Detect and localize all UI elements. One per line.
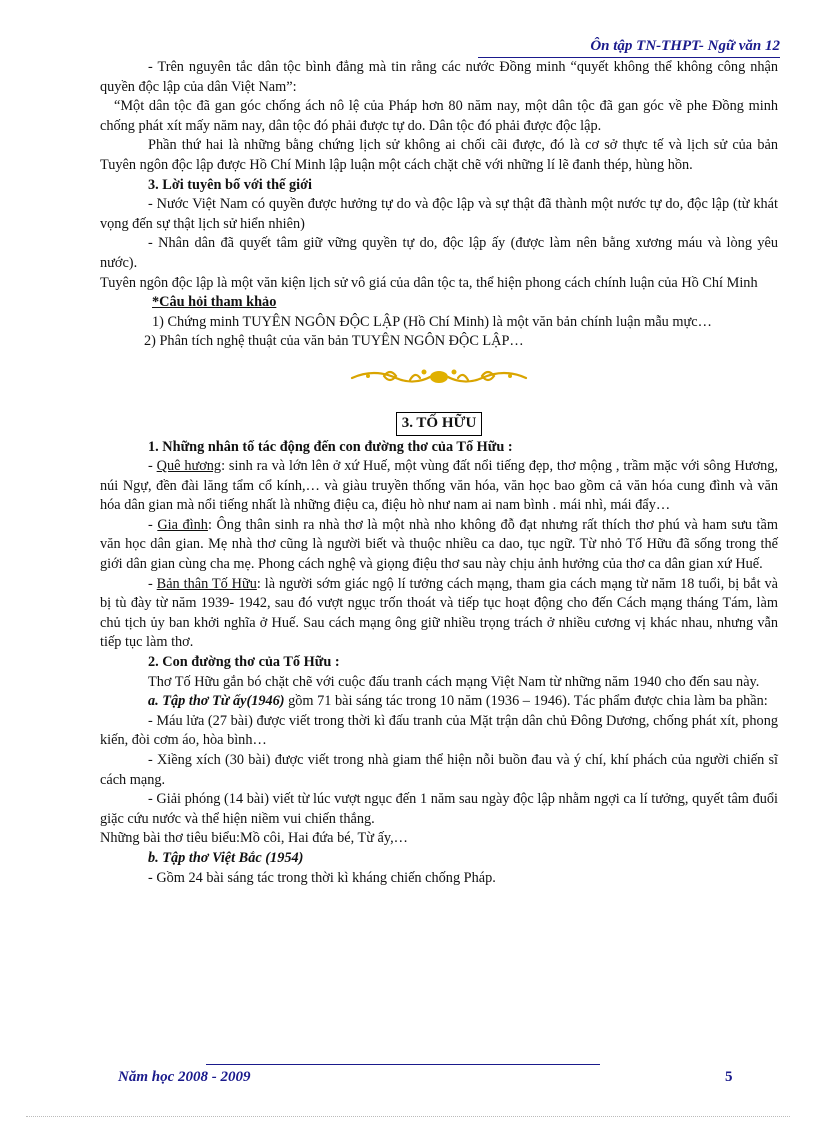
section-title: 3. TỐ HỮU: [396, 412, 483, 436]
collection-title: a. Tập thơ Từ ấy(1946): [148, 693, 285, 710]
term-text: : Ông thân sinh ra nhà thơ là một nhà nho không đỗ đạt nhưng rất thích thơ phú và ham sưu tầm văn học dân gian. Mẹ nhà thơ cũng là người biết và thuộc nhiều ca dao, tục ngữ. Từ nhỏ Tố Hữu đã sống trong thế giới dân gian cùng cha mẹ. Phong cách nghệ và giọng điệu thơ sau này chịu ảnh hưởng của thơ ca dân gian xứ Huế.: [100, 516, 778, 573]
page-header: Ôn tập TN-THPT- Ngữ văn 12: [590, 38, 780, 54]
footer-year: Năm học 2008 - 2009: [118, 1069, 251, 1085]
reference-question: 2) Phân tích nghệ thuật của văn bản TUYÊN NGÔN ĐỘC LẬP…: [144, 333, 524, 350]
paragraph: - Máu lửa (27 bài) được viết trong thời kì đấu tranh của Mặt trận dân chủ Đông Dương, chống phát xít, phong kiến, đòi cơm áo, hòa bình…: [100, 712, 778, 749]
page-content: [100, 58, 778, 888]
collection-title: b. Tập thơ Việt Bắc (1954): [148, 849, 304, 866]
term-text: : là người sớm giác ngộ lí tưởng cách mạng, tham gia cách mạng từ năm 18 tuổi, bị bắt và bị tù đày từ năm 1939- 1942, sau đó vượt ngục trốn thoát và tiếp tục hoạt động cho đến Cách mạng tháng Tám, làm chủ tịch ủy ban khởi nghĩa ở Huế. Sau cách mạng ông giữ nhiều trọng trách ở nhiều cương vị khác nhau, nhưng vẫn tiếp tục làm thơ.: [100, 575, 778, 651]
term-text: : sinh ra và lớn lên ở xứ Huế, một vùng đất nổi tiếng đẹp, thơ mộng , trầm mặc với sông Hương, núi Ngự, đền đài lăng tẩm cổ kính,… và giàu truyền thống văn hóa, văn học bao gồm cả văn hóa cung đình và văn hóa dân gian mà nổi tiếng nhất là những điệu ca, điệu hò như nam ai nam bình . mái nhì, mái đẩy…: [100, 458, 779, 514]
reference-question: 1) Chứng minh TUYÊN NGÔN ĐỘC LẬP (Hồ Chí Minh) là một văn bản chính luận mẫu mực…: [152, 313, 712, 330]
paragraph: - Nhân dân đã quyết tâm giữ vững quyền tự do, độc lập ấy (được làm nên bằng xương máu và lòng yêu nước).: [100, 235, 778, 271]
page-number: 5: [725, 1069, 733, 1085]
collection-text: gồm 71 bài sáng tác trong 10 năm (1936 – 1946). Tác phẩm được chia làm ba phần:: [284, 693, 768, 710]
footer-rule: [206, 1064, 600, 1065]
paragraph: - Gồm 24 bài sáng tác trong thời kì kháng chiến chống Pháp.: [148, 869, 496, 886]
paragraph: - Gia đình: Ông thân sinh ra nhà thơ là một nhà nho không đỗ đạt nhưng rất thích thơ phú và ham sưu tầm văn học dân gian. Mẹ nhà thơ cũng là người biết và thuộc nhiều ca dao, tục ngữ. Từ nhỏ Tố Hữu đã sống trong thế giới dân gian cùng cha mẹ. Phong cách nghệ và giọng điệu thơ sau này chịu ảnh hưởng của thơ ca dân gian xứ Huế.: [100, 516, 778, 573]
paragraph: - Nước Việt Nam có quyền được hưởng tự do và độc lập và sự thật đã thành một nước tự do, độc lập (từ khát vọng đến sự thật lịch sử hiển nhiên): [100, 196, 778, 232]
paragraph: - Xiềng xích (30 bài) được viết trong nhà giam thể hiện nỗi buồn đau và ý chí, khí phách của người chiến sĩ cách mạng.: [100, 752, 778, 788]
paragraph: Phần thứ hai là những bằng chứng lịch sử không ai chối cãi được, đó là cơ sở thực tế và lịch sử của bản Tuyên ngôn độc lập được Hồ Chí Minh lập luận một cách chặt chẽ với những lí lẽ đanh thép, hùng hồn.: [100, 137, 778, 173]
subheading: 2. Con đường thơ của Tố Hữu :: [148, 654, 340, 671]
term-que-huong: Quê hương: [156, 458, 222, 475]
subheading: 1. Những nhân tố tác động đến con đường thơ của Tố Hữu :: [148, 438, 513, 455]
paragraph: [100, 692, 778, 712]
paragraph: Những bài thơ tiêu biểu:Mồ côi, Hai đứa bé, Từ ấy,…: [100, 830, 408, 847]
paragraph: - Quê hương: sinh ra và lớn lên ở xứ Huế, một vùng đất nổi tiếng đẹp, thơ mộng , trầm mặc với sông Hương, núi Ngự, đền đài lăng tẩm cổ kính,… và giàu truyền thống văn hóa, văn học bao gồm cả văn hóa cung đình và văn hóa dân gian mà nổi tiếng nhất là những điệu ca, điệu hò như nam ai nam bình . mái nhì, mái đẩy…: [100, 458, 779, 514]
reference-questions-title: *Câu hỏi tham khảo: [152, 294, 277, 311]
paragraph: - Bản thân Tố Hữu: là người sớm giác ngộ lí tưởng cách mạng, tham gia cách mạng từ năm 18 tuổi, bị bắt và bị tù đày từ năm 1939- 1942, sau đó vượt ngục trốn thoát và tiếp tục hoạt động cho đến Cách mạng tháng Tám, làm chủ tịch ủy ban khởi nghĩa ở Huế. Sau cách mạng ông giữ nhiều trọng trách ở nhiều cương vị khác nhau, nhưng vẫn tiếp tục làm thơ.: [100, 575, 778, 651]
bottom-dotted-rule: [26, 1116, 790, 1117]
term-ban-than: Bản thân Tố Hữu: [156, 575, 257, 592]
subheading: 3. Lời tuyên bố với thế giới: [148, 176, 312, 193]
ornament-divider-icon: [344, 364, 534, 390]
paragraph: Tuyên ngôn độc lập là một văn kiện lịch sử vô giá của dân tộc ta, thể hiện phong cách chính luận của Hồ Chí Minh: [100, 274, 758, 291]
section-title-wrap: [100, 412, 778, 436]
paragraph: - Trên nguyên tắc dân tộc bình đẳng mà tin rằng các nước Đồng minh “quyết không thể không công nhận quyền độc lập của dân Việt Nam”:: [100, 59, 778, 95]
quote-paragraph: “Một dân tộc đã gan góc chống ách nô lệ của Pháp hơn 80 năm nay, một dân tộc đã gan góc về phe Đồng minh chống phát xít mấy năm nay, dân tộc đó phải được tự do. Dân tộc đó phải được độc lập.: [100, 98, 778, 134]
term-gia-dinh: Gia đình: [157, 516, 208, 533]
paragraph: - Giải phóng (14 bài) viết từ lúc vượt ngục đến 1 năm sau ngày độc lập nhằm ngợi ca lí tưởng, quyết tâm đuổi giặc cứu nước và thể hiện niềm vui chiến thắng.: [100, 791, 778, 827]
paragraph: Thơ Tố Hữu gắn bó chặt chẽ với cuộc đấu tranh cách mạng Việt Nam từ những năm 1940 cho đến sau này.: [148, 673, 760, 690]
